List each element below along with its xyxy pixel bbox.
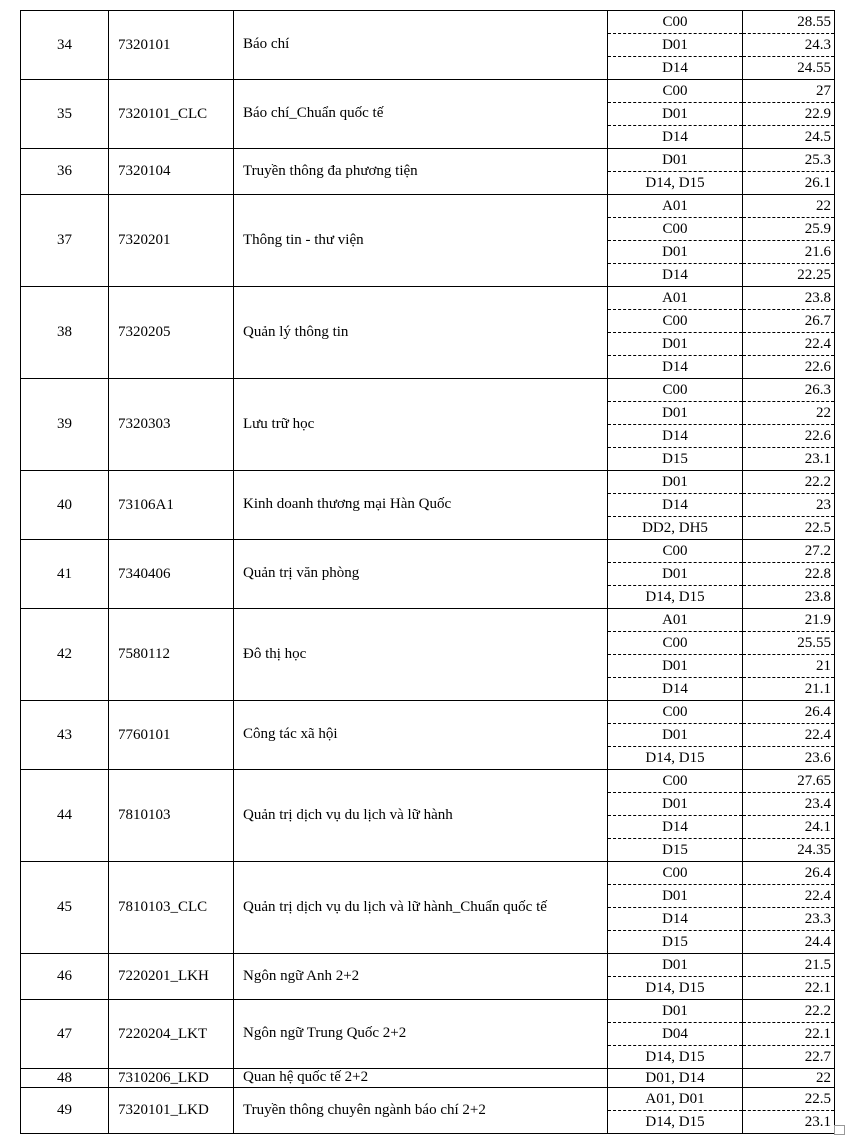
- row-number: 44: [21, 770, 109, 862]
- table-row: [21, 379, 835, 402]
- row-number: 49: [21, 1088, 109, 1134]
- table-row: [21, 770, 835, 793]
- cutoff-score: 27.2: [743, 540, 835, 563]
- cutoff-score: 22.7: [743, 1046, 835, 1069]
- row-number: 43: [21, 701, 109, 770]
- subject-combination: D01: [608, 241, 743, 264]
- subject-combination: C00: [608, 11, 743, 34]
- subject-combination: C00: [608, 701, 743, 724]
- subject-combination: D01: [608, 793, 743, 816]
- major-code: 7580112: [109, 609, 234, 701]
- table-row: [21, 11, 835, 34]
- table-row: [21, 862, 835, 885]
- row-number: 40: [21, 471, 109, 540]
- subject-combination: A01: [608, 287, 743, 310]
- subject-combination: D14, D15: [608, 172, 743, 195]
- major-code: 7810103_CLC: [109, 862, 234, 954]
- subject-combination: D14: [608, 57, 743, 80]
- subject-combination: C00: [608, 862, 743, 885]
- subject-combination: D14, D15: [608, 1111, 743, 1134]
- major-code: 7320104: [109, 149, 234, 195]
- cutoff-score: 22.25: [743, 264, 835, 287]
- table-row: [21, 195, 835, 218]
- major-name: Báo chí_Chuẩn quốc tế: [234, 80, 608, 149]
- major-code: 7310206_LKD: [109, 1069, 234, 1088]
- cutoff-score: 23.6: [743, 747, 835, 770]
- subject-combination: D01: [608, 724, 743, 747]
- major-name: Kinh doanh thương mại Hàn Quốc: [234, 471, 608, 540]
- subject-combination: C00: [608, 540, 743, 563]
- subject-combination: D14: [608, 425, 743, 448]
- row-number: 38: [21, 287, 109, 379]
- cutoff-score: 22.4: [743, 885, 835, 908]
- cutoff-score: 22.1: [743, 977, 835, 1000]
- cutoff-score: 22.9: [743, 103, 835, 126]
- cutoff-score: 24.3: [743, 34, 835, 57]
- cutoff-score: 22: [743, 402, 835, 425]
- subject-combination: D14: [608, 494, 743, 517]
- major-name: Truyền thông chuyên ngành báo chí 2+2: [234, 1088, 608, 1134]
- cutoff-score: 27: [743, 80, 835, 103]
- major-name: Báo chí: [234, 11, 608, 80]
- subject-combination: C00: [608, 632, 743, 655]
- table-row: [21, 149, 835, 172]
- table-row: [21, 1000, 835, 1023]
- table-row: [21, 80, 835, 103]
- subject-combination: C00: [608, 770, 743, 793]
- subject-combination: D01: [608, 885, 743, 908]
- cutoff-score: 21.1: [743, 678, 835, 701]
- major-code: 7760101: [109, 701, 234, 770]
- subject-combination: C00: [608, 310, 743, 333]
- subject-combination: D14: [608, 908, 743, 931]
- table-row: [21, 287, 835, 310]
- row-number: 46: [21, 954, 109, 1000]
- table-row: [21, 1069, 835, 1088]
- subject-combination: D14, D15: [608, 1046, 743, 1069]
- subject-combination: D14: [608, 356, 743, 379]
- subject-combination: C00: [608, 379, 743, 402]
- subject-combination: A01: [608, 195, 743, 218]
- cutoff-score: 24.4: [743, 931, 835, 954]
- subject-combination: D01: [608, 954, 743, 977]
- cutoff-score: 22.2: [743, 1000, 835, 1023]
- subject-combination: D14: [608, 678, 743, 701]
- cutoff-score: 22.6: [743, 356, 835, 379]
- row-number: 34: [21, 11, 109, 80]
- subject-combination: D01: [608, 563, 743, 586]
- subject-combination: D01, D14: [608, 1069, 743, 1088]
- subject-combination: D01: [608, 402, 743, 425]
- cutoff-score: 22.5: [743, 517, 835, 540]
- table-row: [21, 1088, 835, 1111]
- subject-combination: D14, D15: [608, 747, 743, 770]
- subject-combination: D01: [608, 149, 743, 172]
- major-code: 7320201: [109, 195, 234, 287]
- row-number: 48: [21, 1069, 109, 1088]
- subject-combination: D14: [608, 816, 743, 839]
- cutoff-score: 24.1: [743, 816, 835, 839]
- cutoff-score: 21.6: [743, 241, 835, 264]
- subject-combination: D01: [608, 471, 743, 494]
- row-number: 39: [21, 379, 109, 471]
- cutoff-score: 23.1: [743, 448, 835, 471]
- table-body: [21, 11, 835, 1134]
- subject-combination: D15: [608, 839, 743, 862]
- subject-combination: D01: [608, 333, 743, 356]
- row-number: 35: [21, 80, 109, 149]
- row-number: 37: [21, 195, 109, 287]
- table-row: [21, 609, 835, 632]
- major-name: Quản trị dịch vụ du lịch và lữ hành_Chuẩn quốc tế: [234, 862, 608, 954]
- cutoff-score: 23: [743, 494, 835, 517]
- cutoff-score: 23.3: [743, 908, 835, 931]
- cutoff-score: 24.35: [743, 839, 835, 862]
- subject-combination: D04: [608, 1023, 743, 1046]
- subject-combination: DD2, DH5: [608, 517, 743, 540]
- major-code: 7320101_CLC: [109, 80, 234, 149]
- row-number: 41: [21, 540, 109, 609]
- major-name: Ngôn ngữ Anh 2+2: [234, 954, 608, 1000]
- major-code: 7320101_LKD: [109, 1088, 234, 1134]
- major-code: 7220204_LKT: [109, 1000, 234, 1069]
- cutoff-score: 25.9: [743, 218, 835, 241]
- cutoff-score: 26.3: [743, 379, 835, 402]
- row-number: 36: [21, 149, 109, 195]
- cutoff-score: 23.1: [743, 1111, 835, 1134]
- major-name: Ngôn ngữ Trung Quốc 2+2: [234, 1000, 608, 1069]
- subject-combination: D14: [608, 264, 743, 287]
- major-name: Quản lý thông tin: [234, 287, 608, 379]
- table-row: [21, 954, 835, 977]
- subject-combination: D01: [608, 103, 743, 126]
- cutoff-score: 26.4: [743, 862, 835, 885]
- subject-combination: D01: [608, 34, 743, 57]
- cutoff-score: 22.2: [743, 471, 835, 494]
- cutoff-score: 22.1: [743, 1023, 835, 1046]
- cutoff-score: 23.4: [743, 793, 835, 816]
- cutoff-score: 26.1: [743, 172, 835, 195]
- subject-combination: D15: [608, 931, 743, 954]
- cutoff-score: 26.7: [743, 310, 835, 333]
- cutoff-score: 21: [743, 655, 835, 678]
- major-code: 7220201_LKH: [109, 954, 234, 1000]
- major-name: Quản trị dịch vụ du lịch và lữ hành: [234, 770, 608, 862]
- major-code: 7320303: [109, 379, 234, 471]
- cutoff-score: 26.4: [743, 701, 835, 724]
- subject-combination: D14, D15: [608, 977, 743, 1000]
- major-code: 7320205: [109, 287, 234, 379]
- admission-scores-table: [20, 10, 835, 1134]
- cutoff-score: 22: [743, 1069, 835, 1088]
- subject-combination: A01: [608, 609, 743, 632]
- subject-combination: A01, D01: [608, 1088, 743, 1111]
- table-row: [21, 701, 835, 724]
- cutoff-score: 24.55: [743, 57, 835, 80]
- subject-combination: C00: [608, 218, 743, 241]
- subject-combination: D01: [608, 655, 743, 678]
- major-name: Quan hệ quốc tế 2+2: [234, 1069, 608, 1088]
- major-name: Quản trị văn phòng: [234, 540, 608, 609]
- cutoff-score: 23.8: [743, 287, 835, 310]
- major-code: 7320101: [109, 11, 234, 80]
- cutoff-score: 22.4: [743, 724, 835, 747]
- subject-combination: D14: [608, 126, 743, 149]
- row-number: 42: [21, 609, 109, 701]
- subject-combination: D01: [608, 1000, 743, 1023]
- cutoff-score: 22.5: [743, 1088, 835, 1111]
- subject-combination: C00: [608, 80, 743, 103]
- cutoff-score: 24.5: [743, 126, 835, 149]
- cutoff-score: 23.8: [743, 586, 835, 609]
- cutoff-score: 22.4: [743, 333, 835, 356]
- cutoff-score: 27.65: [743, 770, 835, 793]
- cutoff-score: 28.55: [743, 11, 835, 34]
- table-row: [21, 471, 835, 494]
- cutoff-score: 22.8: [743, 563, 835, 586]
- row-number: 45: [21, 862, 109, 954]
- cutoff-score: 21.9: [743, 609, 835, 632]
- row-number: 47: [21, 1000, 109, 1069]
- major-name: Đô thị học: [234, 609, 608, 701]
- major-name: Truyền thông đa phương tiện: [234, 149, 608, 195]
- cutoff-score: 22.6: [743, 425, 835, 448]
- major-name: Thông tin - thư viện: [234, 195, 608, 287]
- subject-combination: D14, D15: [608, 586, 743, 609]
- table-row: [21, 540, 835, 563]
- major-name: Công tác xã hội: [234, 701, 608, 770]
- major-name: Lưu trữ học: [234, 379, 608, 471]
- cutoff-score: 25.55: [743, 632, 835, 655]
- cutoff-score: 25.3: [743, 149, 835, 172]
- cutoff-score: 21.5: [743, 954, 835, 977]
- cutoff-score: 22: [743, 195, 835, 218]
- major-code: 73106A1: [109, 471, 234, 540]
- subject-combination: D15: [608, 448, 743, 471]
- major-code: 7340406: [109, 540, 234, 609]
- major-code: 7810103: [109, 770, 234, 862]
